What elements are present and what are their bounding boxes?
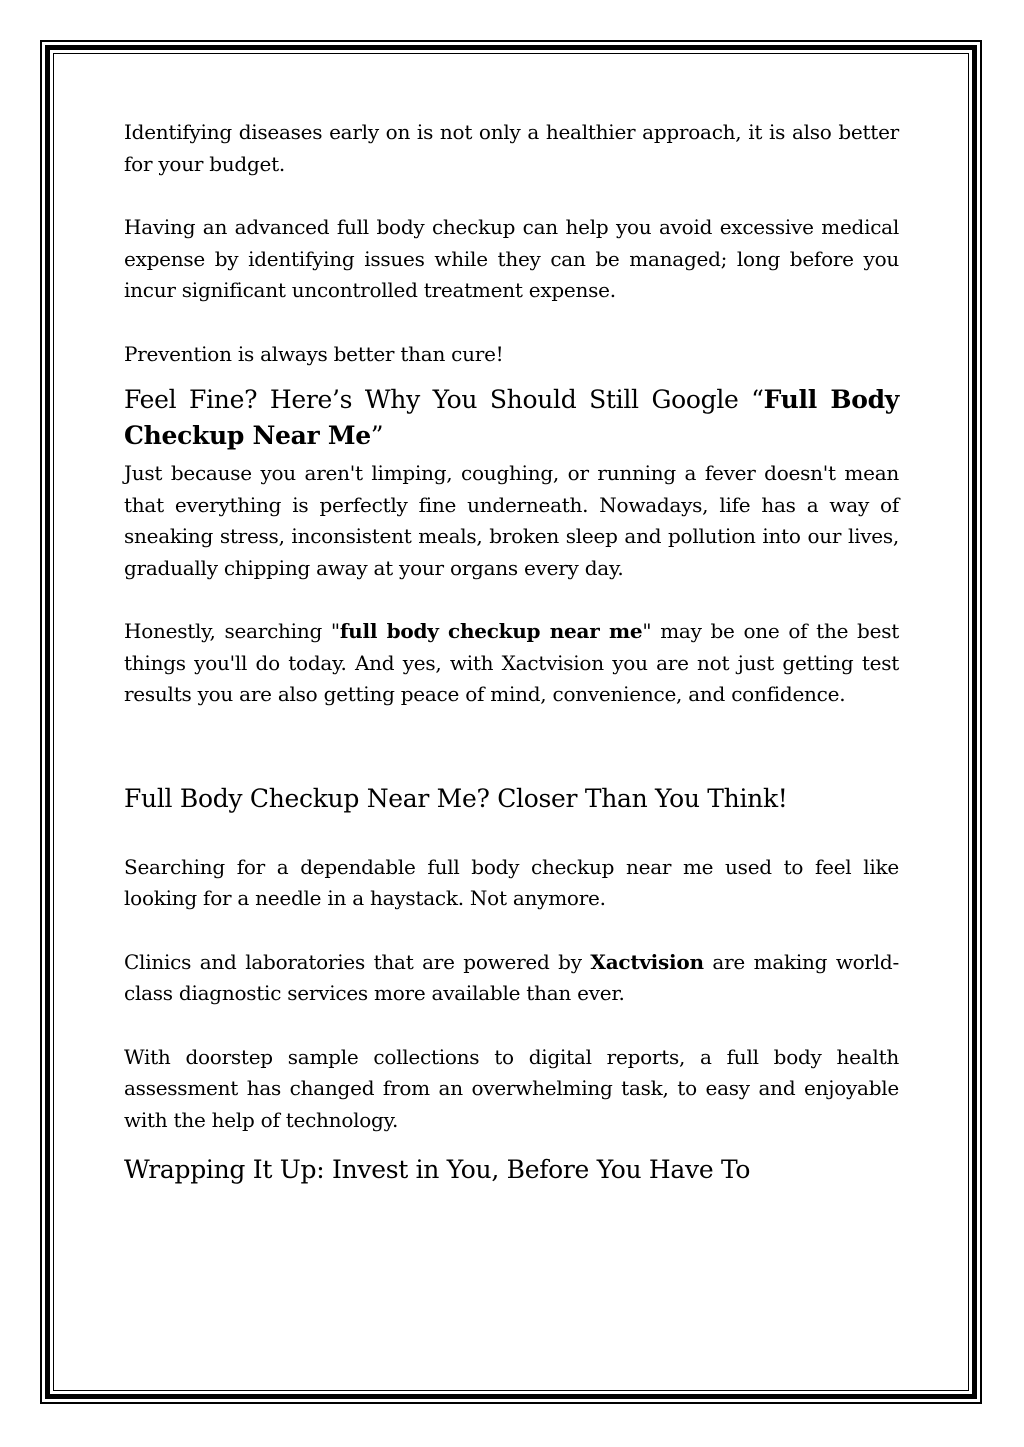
paragraph-prevention: Prevention is always better than cure! (124, 341, 504, 366)
heading-feel-fine-prefix: Feel Fine? Here’s Why You Should Still Google “ (124, 385, 764, 414)
paragraph-honestly-suffix: " may be one of the best things you'll do today. And yes, with Xactvision you are not just getting test results you are also getting peace of mind, convenience, and confidence. (124, 619, 899, 706)
paragraph-clinics-suffix: are making world-class diagnostic services more available than ever. (124, 949, 899, 1005)
document-body (124, 117, 899, 1188)
paragraph-avoid-expense: Having an advanced full body checkup can help you avoid excessive medical expense by identifying issues while they can be managed; long before you incur significant uncontrolled treatment expense. (124, 215, 899, 302)
paragraph-clinics-prefix: Clinics and laboratories that are powered by (124, 949, 591, 974)
paragraph-honestly-prefix: Honestly, searching " (124, 619, 340, 643)
paragraph-honestly-bold: full body checkup near me (339, 619, 643, 643)
paragraph-doorstep: With doorstep sample collections to digital reports, a full body health assessment has changed from an overwhelming task, to easy and enjoyable with the help of technology. (124, 1044, 899, 1132)
heading-feel-fine-bold: Full Body Checkup Near Me (124, 385, 900, 450)
paragraph-clinics-bold: Xactvision (590, 949, 704, 974)
paragraph-clinics (124, 947, 899, 1010)
heading-feel-fine-suffix: ” (370, 421, 384, 450)
paragraph-searching: Searching for a dependable full body checkup near me used to feel like looking for a needle in a haystack. Not anymore. (124, 854, 899, 910)
paragraph-just-because: Just because you aren't limping, coughing, or running a fever doesn't mean that everything is perfectly fine underneath. Nowadays, life has a way of sneaking stress, inconsistent meals, broken sleep and pollution into our lives, gradually chipping away at your organs every day. (124, 461, 899, 580)
heading-wrapping-up: Wrapping It Up: Invest in You, Before You Have To (124, 1155, 751, 1184)
paragraph-early-detection: Identifying diseases early on is not only a healthier approach, it is also better for your budget. (124, 120, 899, 176)
heading-closer-than-you-think: Full Body Checkup Near Me? Closer Than You Think! (124, 783, 788, 813)
heading-feel-fine (124, 382, 899, 454)
paragraph-honestly (124, 616, 899, 711)
